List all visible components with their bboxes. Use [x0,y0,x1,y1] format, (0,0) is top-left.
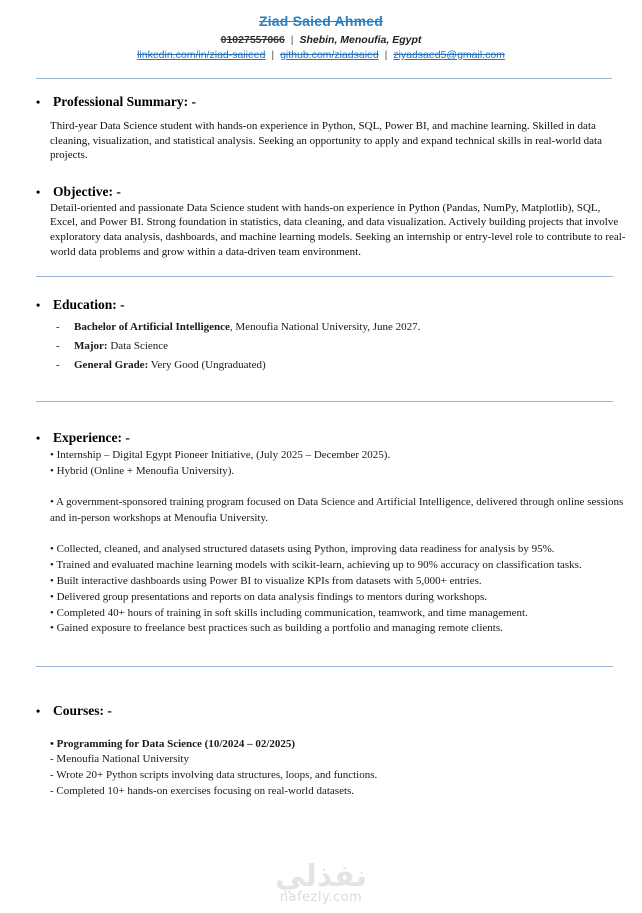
course-detail: - Completed 10+ hands-on exercises focusing on real-world datasets. [50,784,355,797]
section-heading-objective [36,184,627,200]
experience-bullet: • Trained and evaluated machine learning models with scikit-learn, achieving up to 90% accuracy on classification tasks. [50,559,582,572]
contact-line [0,34,642,46]
separator: | [271,49,275,61]
education-list [56,318,627,375]
github-link[interactable]: github.com/ziadsaied [280,49,379,61]
experience-bullet: • Gained exposure to freelance best practices such as building a portfolio and managing remote clients. [50,622,503,635]
section-divider [36,666,613,667]
watermark-domain: nafezly.com [279,890,363,905]
grade-label: General Grade: [74,359,149,372]
objective-title: Objective: - [53,183,121,199]
watermark [0,859,642,905]
watermark-arabic-logo: نفذلي [275,859,367,894]
section-divider [36,276,613,277]
header-divider [36,78,612,79]
separator: | [384,49,388,61]
resume-header [0,0,642,61]
bullet-icon: • [36,298,41,313]
section-heading-courses [36,703,627,719]
dash-icon: - [56,321,60,334]
bullet-icon: • [36,95,41,109]
education-item [56,318,627,337]
grade-value: Very Good (Ungraduated) [148,359,266,372]
experience-role-line: • Hybrid (Online + Menoufia University). [50,464,235,477]
section-heading-professional-summary [36,94,627,110]
experience-bullet: • Completed 40+ hours of training in soft skills including communication, teamwork, and time management. [50,606,528,619]
bullet-icon: • [36,704,41,719]
experience-role [50,448,627,480]
experience-role-line: • Internship – Digital Egypt Pioneer Initiative, (July 2025 – December 2025). [50,449,391,462]
bullet-icon: • [36,431,41,446]
education-item [56,337,627,356]
experience-bullet-list [50,542,627,637]
experience-bullet: • Delivered group presentations and reports on data analysis findings to mentors during workshops. [50,590,488,603]
course-detail: - Menoufia National University [50,753,189,766]
education-item [56,356,627,375]
phone-number: 01027557066 [220,34,285,46]
objective-text: Detail-oriented and passionate Data Science student with hands-on experience in Python (Pandas, NumPy, Matplotlib), SQL, Excel, and Power BI. Strong foundation in statistics, data cleaning, and data visualization. Actively building projects that involve exploratory data analysis, dashboards, and machine learning models. Seeking an internship or entry-level role to contribute to real-world data problems and grow within a data-driven team environment. [50,201,626,258]
section-heading-education [36,297,627,313]
education-item-text [74,318,420,337]
course-detail: - Wrote 20+ Python scripts involving data structures, loops, and functions. [50,768,378,781]
dash-icon: - [56,340,60,353]
dash-icon: - [56,359,60,372]
location-text: Shebin, Menoufia, Egypt [299,34,422,46]
bullet-icon: • [36,184,41,199]
experience-title: Experience: - [53,430,130,446]
major-value: Data Science [107,340,169,353]
experience-bullet: • Collected, cleaned, and analysed structured datasets using Python, improving data readiness for analysis by 95%. [50,543,555,556]
section-heading-experience [36,430,627,446]
major-label: Major: [74,340,108,353]
education-item-text [74,337,168,356]
education-item-text [74,356,266,375]
email-link[interactable]: ziyadsaed5@gmail.com [393,49,505,61]
education-title: Education: - [53,297,125,313]
resume-body [0,94,642,800]
professional-summary-title: Professional Summary: - [53,94,196,109]
separator: | [290,34,294,46]
degree-name: Bachelor of Artificial Intelligence [74,321,230,334]
experience-description: • A government-sponsored training program focused on Data Science and Artificial Intelligence, delivered through online sessions and in-person workshops at Menoufia University. [50,495,624,524]
degree-details: , Menoufia National University, June 2027. [229,321,421,334]
courses-title: Courses: - [53,703,112,719]
section-divider [36,401,613,402]
linkedin-link[interactable]: linkedin.com/in/ziad-saiieed [137,49,266,61]
links-line [0,49,642,61]
course-name: • Programming for Data Science (10/2024 – 02/2025) [50,738,296,751]
professional-summary-text: Third-year Data Science student with hands-on experience in Python, SQL, Power BI, and machine learning. Skilled in data cleaning, visualization, and statistical analysis. Seeking an opportunity to apply and expand technical skills in real-world data projects. [50,120,602,162]
course-detail-list [50,752,627,799]
person-name: Ziad Saied Ahmed [258,13,384,29]
experience-bullet: • Built interactive dashboards using Power BI to visualize KPIs from datasets with 5,000+ entries. [50,574,482,587]
